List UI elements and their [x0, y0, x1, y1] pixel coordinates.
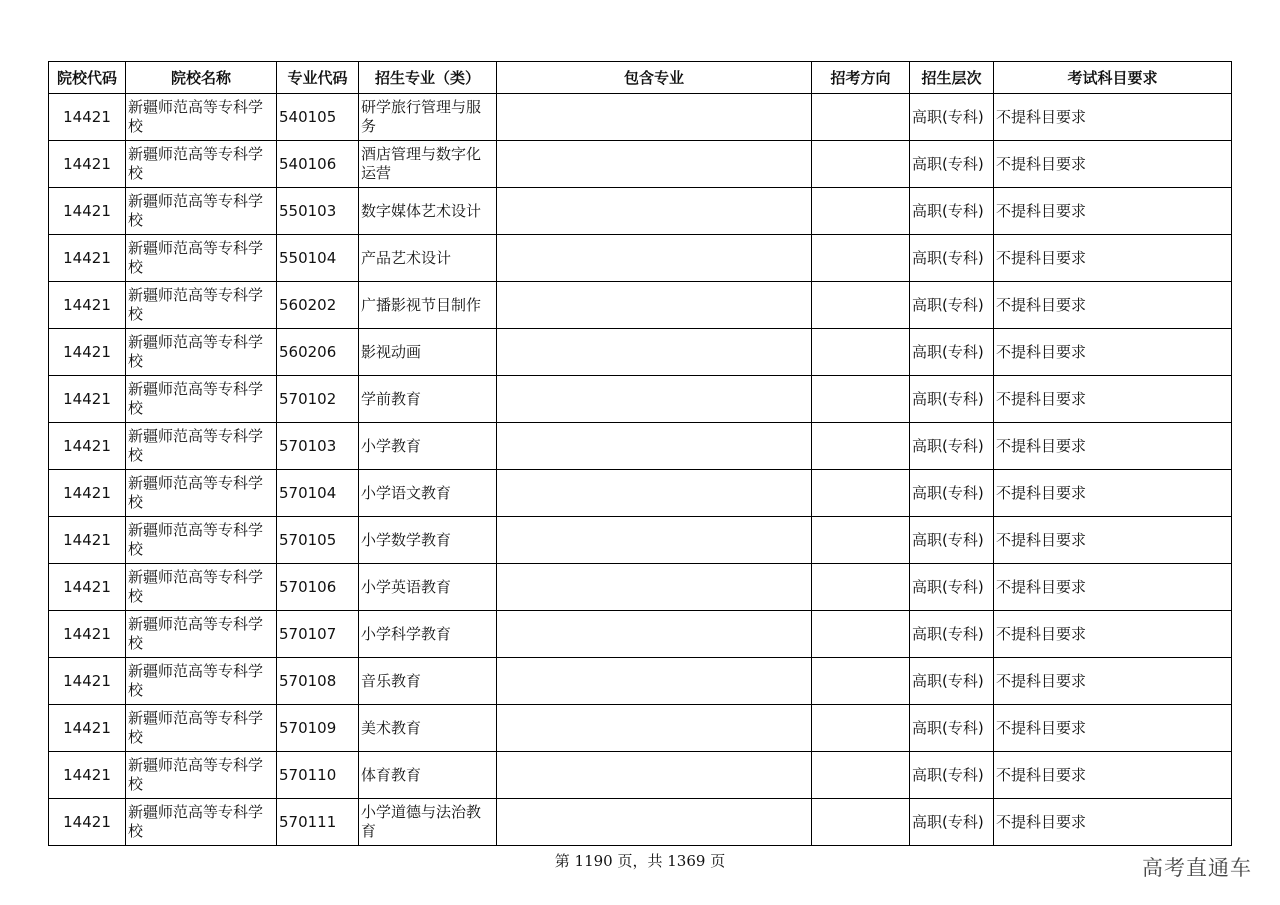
cell-requirement: 不提科目要求 — [994, 141, 1232, 188]
header-school-name: 院校名称 — [126, 62, 277, 94]
cell-major-code: 570107 — [277, 611, 359, 658]
cell-level: 高职(专科) — [910, 235, 994, 282]
cell-includes — [497, 752, 812, 799]
cell-major: 小学数学教育 — [359, 517, 497, 564]
cell-school-name: 新疆师范高等专科学校 — [126, 658, 277, 705]
cell-direction — [812, 470, 910, 517]
cell-requirement: 不提科目要求 — [994, 470, 1232, 517]
table-row — [49, 235, 1232, 282]
cell-major: 小学教育 — [359, 423, 497, 470]
cell-direction — [812, 94, 910, 141]
table-row — [49, 752, 1232, 799]
cell-includes — [497, 517, 812, 564]
cell-requirement: 不提科目要求 — [994, 564, 1232, 611]
cell-level: 高职(专科) — [910, 705, 994, 752]
cell-direction — [812, 188, 910, 235]
header-includes: 包含专业 — [497, 62, 812, 94]
cell-includes — [497, 705, 812, 752]
cell-major: 学前教育 — [359, 376, 497, 423]
cell-direction — [812, 235, 910, 282]
cell-direction — [812, 282, 910, 329]
cell-includes — [497, 611, 812, 658]
cell-school-name: 新疆师范高等专科学校 — [126, 517, 277, 564]
cell-school-code: 14421 — [49, 423, 126, 470]
cell-major: 美术教育 — [359, 705, 497, 752]
cell-school-code: 14421 — [49, 705, 126, 752]
cell-school-code: 14421 — [49, 235, 126, 282]
cell-includes — [497, 282, 812, 329]
table-row — [49, 611, 1232, 658]
cell-school-code: 14421 — [49, 658, 126, 705]
cell-requirement: 不提科目要求 — [994, 658, 1232, 705]
cell-school-name: 新疆师范高等专科学校 — [126, 564, 277, 611]
cell-major-code: 570109 — [277, 705, 359, 752]
cell-level: 高职(专科) — [910, 282, 994, 329]
cell-level: 高职(专科) — [910, 188, 994, 235]
cell-major: 小学英语教育 — [359, 564, 497, 611]
cell-school-code: 14421 — [49, 282, 126, 329]
cell-major-code: 550104 — [277, 235, 359, 282]
header-direction: 招考方向 — [812, 62, 910, 94]
cell-major: 影视动画 — [359, 329, 497, 376]
cell-direction — [812, 376, 910, 423]
cell-direction — [812, 564, 910, 611]
cell-level: 高职(专科) — [910, 141, 994, 188]
cell-major-code: 570102 — [277, 376, 359, 423]
cell-major-code: 540106 — [277, 141, 359, 188]
cell-includes — [497, 423, 812, 470]
cell-includes — [497, 235, 812, 282]
cell-direction — [812, 423, 910, 470]
cell-school-code: 14421 — [49, 611, 126, 658]
cell-requirement: 不提科目要求 — [994, 517, 1232, 564]
cell-requirement: 不提科目要求 — [994, 376, 1232, 423]
header-row — [49, 62, 1232, 94]
table-row — [49, 329, 1232, 376]
cell-major-code: 570103 — [277, 423, 359, 470]
cell-direction — [812, 611, 910, 658]
cell-includes — [497, 188, 812, 235]
header-requirement: 考试科目要求 — [994, 62, 1232, 94]
cell-major: 小学道德与法治教育 — [359, 799, 497, 846]
table-row — [49, 517, 1232, 564]
cell-direction — [812, 517, 910, 564]
cell-direction — [812, 329, 910, 376]
cell-school-code: 14421 — [49, 94, 126, 141]
cell-requirement: 不提科目要求 — [994, 705, 1232, 752]
cell-school-name: 新疆师范高等专科学校 — [126, 235, 277, 282]
cell-level: 高职(专科) — [910, 564, 994, 611]
cell-major: 音乐教育 — [359, 658, 497, 705]
cell-major-code: 570106 — [277, 564, 359, 611]
cell-school-name: 新疆师范高等专科学校 — [126, 611, 277, 658]
cell-school-name: 新疆师范高等专科学校 — [126, 752, 277, 799]
cell-level: 高职(专科) — [910, 799, 994, 846]
cell-requirement: 不提科目要求 — [994, 611, 1232, 658]
cell-requirement: 不提科目要求 — [994, 282, 1232, 329]
cell-direction — [812, 752, 910, 799]
cell-major: 产品艺术设计 — [359, 235, 497, 282]
cell-direction — [812, 141, 910, 188]
table-row — [49, 564, 1232, 611]
cell-school-name: 新疆师范高等专科学校 — [126, 705, 277, 752]
cell-direction — [812, 705, 910, 752]
header-school-code: 院校代码 — [49, 62, 126, 94]
cell-level: 高职(专科) — [910, 470, 994, 517]
cell-school-code: 14421 — [49, 752, 126, 799]
cell-school-code: 14421 — [49, 329, 126, 376]
cell-includes — [497, 564, 812, 611]
cell-requirement: 不提科目要求 — [994, 235, 1232, 282]
table-row — [49, 282, 1232, 329]
header-major: 招生专业（类） — [359, 62, 497, 94]
header-major-code: 专业代码 — [277, 62, 359, 94]
cell-school-name: 新疆师范高等专科学校 — [126, 329, 277, 376]
cell-includes — [497, 470, 812, 517]
table-row — [49, 799, 1232, 846]
cell-level: 高职(专科) — [910, 611, 994, 658]
cell-school-name: 新疆师范高等专科学校 — [126, 188, 277, 235]
cell-requirement: 不提科目要求 — [994, 799, 1232, 846]
cell-includes — [497, 799, 812, 846]
table-row — [49, 141, 1232, 188]
cell-includes — [497, 329, 812, 376]
cell-major-code: 570105 — [277, 517, 359, 564]
watermark: 高考直通车 — [1142, 856, 1252, 880]
table-row — [49, 705, 1232, 752]
cell-direction — [812, 658, 910, 705]
cell-school-code: 14421 — [49, 564, 126, 611]
cell-school-name: 新疆师范高等专科学校 — [126, 423, 277, 470]
cell-school-name: 新疆师范高等专科学校 — [126, 282, 277, 329]
cell-school-name: 新疆师范高等专科学校 — [126, 799, 277, 846]
cell-major: 酒店管理与数字化运营 — [359, 141, 497, 188]
cell-major-code: 570110 — [277, 752, 359, 799]
cell-requirement: 不提科目要求 — [994, 188, 1232, 235]
cell-includes — [497, 376, 812, 423]
table-row — [49, 376, 1232, 423]
table-row — [49, 188, 1232, 235]
cell-major: 体育教育 — [359, 752, 497, 799]
cell-includes — [497, 658, 812, 705]
cell-major-code: 570104 — [277, 470, 359, 517]
cell-requirement: 不提科目要求 — [994, 94, 1232, 141]
cell-school-name: 新疆师范高等专科学校 — [126, 470, 277, 517]
cell-school-code: 14421 — [49, 188, 126, 235]
cell-level: 高职(专科) — [910, 376, 994, 423]
cell-major-code: 570111 — [277, 799, 359, 846]
cell-requirement: 不提科目要求 — [994, 423, 1232, 470]
table-row — [49, 470, 1232, 517]
cell-major: 研学旅行管理与服务 — [359, 94, 497, 141]
admissions-table — [48, 61, 1232, 846]
cell-major: 小学语文教育 — [359, 470, 497, 517]
cell-major: 数字媒体艺术设计 — [359, 188, 497, 235]
cell-school-code: 14421 — [49, 517, 126, 564]
table-row — [49, 94, 1232, 141]
table-row — [49, 658, 1232, 705]
cell-level: 高职(专科) — [910, 329, 994, 376]
header-level: 招生层次 — [910, 62, 994, 94]
cell-level: 高职(专科) — [910, 423, 994, 470]
cell-direction — [812, 799, 910, 846]
cell-school-name: 新疆师范高等专科学校 — [126, 94, 277, 141]
cell-requirement: 不提科目要求 — [994, 752, 1232, 799]
cell-major-code: 540105 — [277, 94, 359, 141]
cell-level: 高职(专科) — [910, 517, 994, 564]
cell-school-code: 14421 — [49, 376, 126, 423]
cell-includes — [497, 94, 812, 141]
cell-school-name: 新疆师范高等专科学校 — [126, 376, 277, 423]
cell-level: 高职(专科) — [910, 752, 994, 799]
cell-level: 高职(专科) — [910, 94, 994, 141]
cell-school-code: 14421 — [49, 470, 126, 517]
cell-major-code: 570108 — [277, 658, 359, 705]
cell-requirement: 不提科目要求 — [994, 329, 1232, 376]
table-row — [49, 423, 1232, 470]
cell-major: 小学科学教育 — [359, 611, 497, 658]
cell-includes — [497, 141, 812, 188]
cell-major-code: 550103 — [277, 188, 359, 235]
cell-major-code: 560206 — [277, 329, 359, 376]
cell-major-code: 560202 — [277, 282, 359, 329]
cell-major: 广播影视节目制作 — [359, 282, 497, 329]
cell-school-name: 新疆师范高等专科学校 — [126, 141, 277, 188]
cell-level: 高职(专科) — [910, 658, 994, 705]
cell-school-code: 14421 — [49, 799, 126, 846]
cell-school-code: 14421 — [49, 141, 126, 188]
page-number: 第 1190 页，共 1369 页 — [554, 852, 726, 870]
